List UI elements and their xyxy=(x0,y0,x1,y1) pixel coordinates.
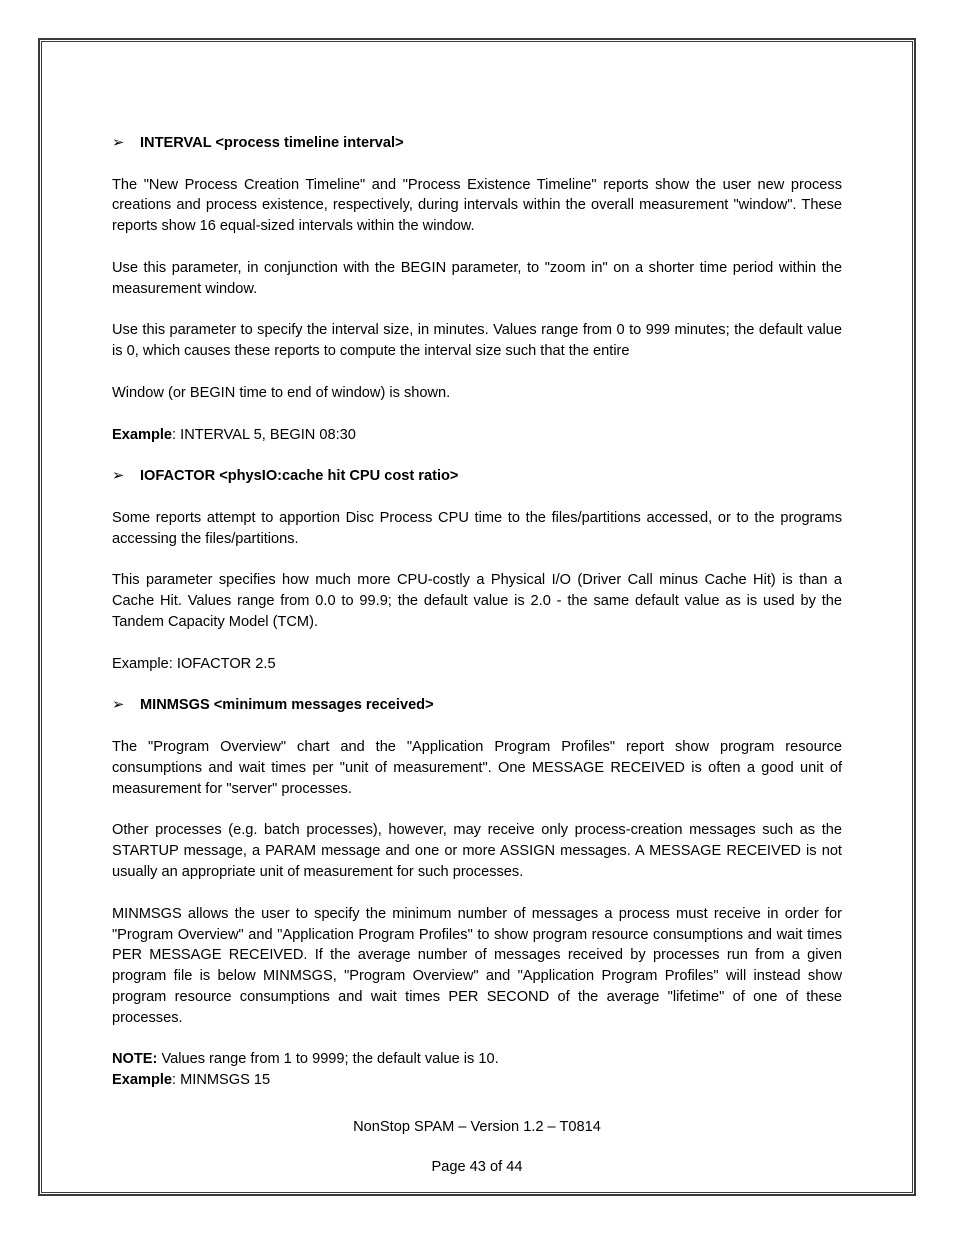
heading-text: INTERVAL <process timeline interval> xyxy=(140,135,404,151)
paragraph: This parameter specifies how much more CPU-costly a Physical I/O (Driver Call minus Cache Hit) is than a Cache Hit. Values range from 0.0 to 99.9; the default value is 2.0 - the same default value as is used by the Tandem Capacity Model (TCM). xyxy=(112,572,842,631)
section-heading-iofactor xyxy=(112,466,842,487)
paragraph: Use this parameter, in conjunction with the BEGIN parameter, to "zoom in" on a shorter time period within the measurement window. xyxy=(112,259,842,297)
paragraph: Use this parameter to specify the interval size, in minutes. Values range from 0 to 999 minutes; the default value is 0, which causes these reports to compute the interval size such that the entire xyxy=(112,322,842,360)
arrow-bullet-icon: ➢ xyxy=(112,135,125,151)
paragraph: Some reports attempt to apportion Disc Process CPU time to the files/partitions accessed, or to the programs accessing the files/partitions. xyxy=(112,510,842,547)
paragraph: The "Program Overview" chart and the "Application Program Profiles" report show program resource consumptions and wait times per "unit of measurement". One MESSAGE RECEIVED is often a good unit of measurement for "server" processes. xyxy=(112,739,842,797)
arrow-bullet-icon: ➢ xyxy=(112,697,125,714)
note-label: NOTE: xyxy=(112,1051,158,1068)
heading-text: IOFACTOR <physIO:cache hit CPU cost ratio> xyxy=(140,468,459,485)
arrow-bullet-icon: ➢ xyxy=(112,468,125,485)
example-text: : INTERVAL 5, BEGIN 08:30 xyxy=(172,426,356,443)
section-heading-interval xyxy=(112,133,842,154)
example-line: Example: IOFACTOR 2.5 xyxy=(112,655,276,672)
paragraph: The "New Process Creation Timeline" and "Process Existence Timeline" reports show the user new process creations and process existence, respectively, during intervals within the overall measurement "window". These reports show 16 equal-sized intervals within the window. xyxy=(112,176,842,235)
footer-title: NonStop SPAM – Version 1.2 – T0814 xyxy=(353,1119,601,1135)
example-label: Example xyxy=(112,426,173,443)
page-number: Page 43 of 44 xyxy=(431,1159,523,1175)
note-text: Values range from 1 to 9999; the default value is 10. xyxy=(157,1051,499,1068)
example-text: : MINMSGS 15 xyxy=(172,1072,271,1089)
paragraph: Window (or BEGIN time to end of window) is shown. xyxy=(112,384,451,401)
heading-text: MINMSGS <minimum messages received> xyxy=(140,697,434,714)
section-heading-minmsgs xyxy=(112,695,842,716)
paragraph: MINMSGS allows the user to specify the minimum number of messages a process must receive in order for "Program Overview" and "Application Program Profiles" to show program resource consumptions and wait times PER MESSAGE RECEIVED. If the average number of messages received by processes run from a given program file is below MINMSGS, "Program Overview" and "Application Program Profiles" will instead show program resource consumptions and wait times PER SECOND of the average "lifetime" of one of these processes. xyxy=(112,905,842,1026)
paragraph: Other processes (e.g. batch processes), however, may receive only process-creation messages such as the STARTUP message, a PARAM message and one or more ASSIGN messages. A MESSAGE RECEIVED is not usually an appropriate unit of measurement for such processes. xyxy=(112,822,842,881)
example-label: Example xyxy=(112,1072,173,1089)
example-line xyxy=(112,425,842,446)
document-body xyxy=(112,133,842,1091)
example-line xyxy=(112,1070,842,1091)
note-line xyxy=(112,1049,842,1070)
